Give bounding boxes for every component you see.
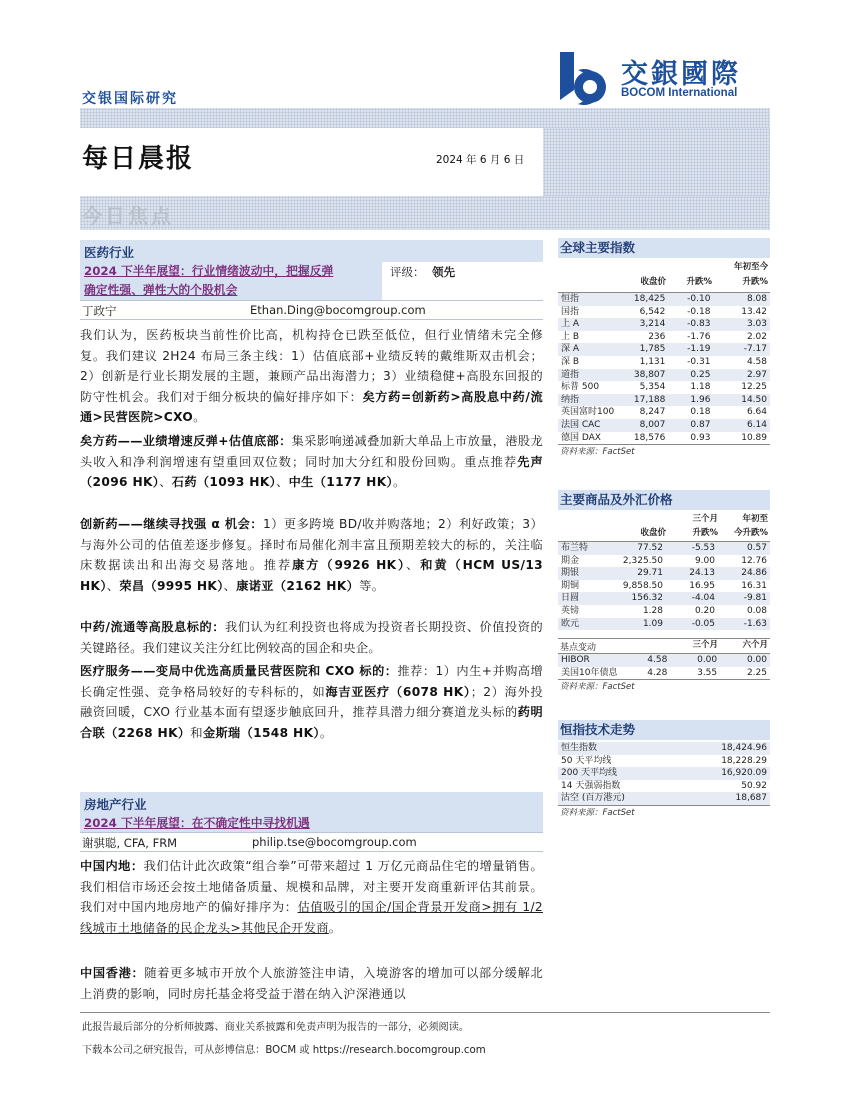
row-label: 14 天强弱指数 [561, 780, 621, 791]
rating-label: 评级： [390, 265, 425, 279]
header-dotted-band [80, 108, 770, 128]
table-row [558, 654, 770, 667]
table-row [558, 331, 770, 344]
row-value: -4.04 [666, 592, 718, 605]
row-value: 0.18 [690, 407, 711, 418]
row-value: 1,131 [639, 356, 666, 367]
table-row [558, 567, 770, 580]
pharma-para-5: 医疗服务——变局中优选高质量民营医院和 CXO 标的：推荐：1）内生+并购高增长确定性强、竞争格局较好的专科标的，如海吉亚医疗（6078 HK）；2）海外投融资回暖，CXO 行业基本面有望逐步触底回升，推荐具潜力细分赛道龙头标的药明合联（2268 HK）和金斯瑞（1548 HK）。 [80, 664, 544, 740]
row-value: 38,807 [617, 369, 668, 382]
table-row [558, 419, 770, 432]
technical-source: 资料来源：FactSet [558, 805, 770, 818]
table-row [558, 780, 770, 793]
footer-download[interactable]: 下载本公司之研究报告，可从彭博信息：BOCM 或 https://research.bocomgroup.com [82, 1045, 486, 1056]
brand-label: 交银国际研究 [82, 91, 178, 107]
table-row [558, 432, 770, 445]
row-label: 纳指 [558, 394, 617, 407]
row-label: 布兰特 [558, 542, 614, 555]
row-label: 深 A [558, 343, 617, 356]
row-value: -7.17 [713, 343, 770, 356]
row-value: 0.08 [746, 605, 767, 616]
row-value: 5,354 [639, 382, 666, 393]
commodities-source: 资料来源：FactSet [558, 679, 770, 692]
pharma-para-1: 我们认为，医药板块当前性价比高，机构持仓已跌至低位，但行业情绪未完全修复。我们建议 2H24 布局三条主线：1）估值底部+业绩反转的戴维斯双击机会；2）创新是行业长期发展的主题，兼顾产品出海潜力；3）业绩稳健+高股东回报的防守性机会。我们对于细分板块的偏好排序如下：矣方药=创新药>高股息中药/流通>民营医院>CXO。 [80, 328, 544, 424]
table-row [558, 555, 770, 568]
commodities-col-close: 收盘价 [640, 528, 666, 538]
row-label: 深 B [561, 356, 580, 367]
pharma-headline-line2[interactable]: 确定性强、弹性大的个股机会 [84, 283, 238, 297]
row-label: 沽空 (百万港元) [558, 792, 668, 805]
table-row [558, 394, 770, 407]
pharma-rating [390, 264, 455, 280]
property-analyst: 谢骐聪, CFA, FRM [82, 836, 178, 850]
pharma-headline-line1[interactable]: 2024 下半年展望：行业情绪波动中，把握反弹 [84, 264, 334, 278]
pharma-para-4: 中药/流通等高股息标的：我们认为红利投资也将成为投资者长期投资、价值投资的关键路径。我们建议关注分红比例较高的国企和央企。 [80, 620, 543, 655]
row-value: 12.25 [741, 382, 767, 393]
table-row [558, 406, 770, 419]
row-label: 德国 DAX [561, 432, 601, 443]
row-value: 1.96 [668, 394, 713, 407]
row-value: 10.89 [741, 432, 767, 443]
pharma-sector-header [80, 240, 543, 262]
table-row [558, 755, 770, 768]
technical-table [558, 742, 770, 818]
row-label: 英国富时100 [561, 407, 615, 418]
row-value: 77.52 [614, 542, 666, 555]
row-value: 18,687 [668, 792, 770, 805]
table-row [558, 356, 770, 369]
row-value: 13.42 [741, 306, 767, 317]
row-value: 6.14 [713, 419, 770, 432]
pharma-analyst-row [80, 300, 543, 320]
table-row [558, 792, 770, 805]
section-title: 今日焦点 [82, 204, 174, 228]
pharma-para-2: 矣方药——业绩增速反弹+估值底部：集采影响递减叠加新大单品上市放量，港股龙头收入和净利润增速有望重回双位数；同时加大分红和股份回购。重点推荐先声（2096 HK）、石药（1093 HK）、中生（1177 HK）。 [80, 434, 543, 489]
rating-value: 领先 [432, 265, 456, 279]
row-label: 日圆 [558, 592, 614, 605]
row-value: 0.00 [720, 654, 770, 667]
commodities-header: 主要商品及外汇价格 [558, 490, 770, 510]
row-label: 50 天平均线 [561, 755, 612, 766]
indices-rows [558, 293, 770, 444]
indices-col-close: 收盘价 [640, 277, 666, 287]
technical-rows [558, 742, 770, 805]
row-value: 8,007 [617, 419, 668, 432]
table-row [558, 618, 770, 631]
rates-rows [558, 654, 770, 679]
pharma-headline[interactable] [84, 262, 384, 300]
row-value: -5.53 [666, 542, 718, 555]
commodities-col-ytd-a: 年初至 [742, 514, 768, 524]
row-value: 236 [648, 331, 666, 342]
bocom-logo [556, 50, 771, 106]
row-value: -0.10 [668, 293, 713, 306]
row-value: 6.64 [746, 407, 767, 418]
row-value: 0.57 [718, 542, 770, 555]
row-value: 18,576 [633, 432, 666, 443]
row-value: 9,858.50 [622, 580, 663, 591]
row-value: -1.19 [668, 343, 713, 356]
report-title: 每日晨报 [82, 144, 195, 174]
commodities-col-ytd-b: 今升跌% [733, 528, 768, 538]
row-value: 14.50 [713, 394, 770, 407]
row-label: 法国 CAC [558, 419, 617, 432]
row-value: -0.83 [668, 318, 713, 331]
indices-col-ytd-b: 升跌% [742, 277, 768, 287]
row-label: 道指 [558, 369, 617, 382]
property-para-2: 中国香港：随着更多城市开放个人旅游签注申请，入境游客的增加可以部分缓解北上消费的影响，同时房托基金将受益于潜在纳入沪深港通以 [80, 966, 543, 1001]
row-value: 0.93 [690, 432, 711, 443]
row-value: 8.08 [713, 293, 770, 306]
property-sector-header [80, 792, 543, 813]
row-value: 16.31 [741, 580, 767, 591]
table-row [558, 318, 770, 331]
row-value: 4.58 [620, 654, 670, 667]
rates-col-6m: 六个月 [742, 640, 768, 651]
table-row [558, 580, 770, 593]
indices-header: 全球主要指数 [558, 238, 770, 258]
table-row [558, 306, 770, 319]
indices-col-ytd-a: 年初至今 [733, 262, 768, 272]
row-value: 156.32 [614, 592, 666, 605]
row-value: 0.00 [670, 654, 720, 667]
rates-label: 基点变动 [560, 643, 597, 654]
row-label: 期金 [561, 555, 580, 566]
pharma-para-3: 创新药——继续寻找强 α 机会：1）更多跨境 BD/收并购落地；2）利好政策；3）与海外公司的估值差逐步修复。择时布局催化剂丰富且预期差较大的标的，关注临床数据读出和出海交易落地。推荐康方（9926 HK）、和黄（HCM US/13 HK）、荣昌（9995 HK）、康诺亚（2162 HK）等。 [80, 517, 543, 593]
row-value: 29.71 [614, 567, 666, 580]
row-label: 200 天平均线 [558, 767, 668, 780]
row-value: 3,214 [617, 318, 668, 331]
property-headline[interactable]: 2024 下半年展望：在不确定性中寻找机遇 [84, 816, 310, 830]
commodities-col-3m-b: 升跌% [692, 528, 718, 538]
commodities-table [558, 513, 770, 692]
row-label: 期银 [558, 567, 614, 580]
row-value: 2.25 [746, 667, 767, 678]
row-value: 4.28 [647, 667, 668, 678]
row-value: 2.02 [746, 331, 767, 342]
commodities-col-3m-a: 三个月 [692, 514, 718, 524]
technical-header: 恒指技术走势 [558, 720, 770, 740]
commodities-rows [558, 542, 770, 630]
row-label: 期铜 [561, 580, 580, 591]
table-row [558, 592, 770, 605]
pharma-analyst: 丁政宁 [82, 304, 117, 318]
row-label: 欧元 [558, 618, 614, 631]
row-value: 2.97 [713, 369, 770, 382]
table-row [558, 767, 770, 780]
row-label: 英镑 [561, 605, 580, 616]
row-value: 6,542 [639, 306, 666, 317]
row-value: 1.28 [642, 605, 663, 616]
row-label: 国指 [561, 306, 580, 317]
row-label: 恒生指数 [558, 742, 668, 755]
row-label: 上 A [558, 318, 617, 331]
row-value: -0.31 [687, 356, 711, 367]
indices-col-change: 升跌% [686, 277, 712, 287]
property-analyst-row [80, 832, 543, 852]
row-value: 4.58 [746, 356, 767, 367]
table-row [558, 369, 770, 382]
row-value: 18,424.96 [668, 742, 770, 755]
table-row [558, 667, 770, 680]
table-row [558, 381, 770, 394]
table-row [558, 343, 770, 356]
row-value: -9.81 [718, 592, 770, 605]
table-row [558, 542, 770, 555]
table-row [558, 742, 770, 755]
row-label: 标普 500 [561, 382, 600, 393]
row-value: 1.09 [614, 618, 666, 631]
row-value: 17,188 [617, 394, 668, 407]
footer-rule [80, 1012, 770, 1013]
row-value: 2,325.50 [622, 555, 663, 566]
row-value: -0.05 [666, 618, 718, 631]
property-sector-label: 房地产行业 [84, 797, 147, 812]
rates-col-3m: 三个月 [692, 640, 718, 651]
row-value: 50.92 [741, 780, 767, 791]
logo-name-cn: 交銀國際 [621, 59, 741, 90]
logo-name-en: BOCOM International [621, 87, 738, 99]
row-value: 0.87 [668, 419, 713, 432]
row-value: 3.55 [697, 667, 718, 678]
row-value: 24.13 [666, 567, 718, 580]
row-value: 8,247 [639, 407, 666, 418]
row-value: -0.18 [687, 306, 711, 317]
row-label: 美国10年债息 [561, 667, 618, 678]
row-value: 3.03 [713, 318, 770, 331]
pharma-analyst-email[interactable]: Ethan.Ding@bocomgroup.com [250, 303, 426, 317]
row-value: -1.63 [718, 618, 770, 631]
report-date: 2024 年 6 月 6 日 [436, 154, 525, 166]
row-value: 1,785 [617, 343, 668, 356]
row-label: 恒指 [558, 293, 617, 306]
row-value: 18,228.29 [721, 755, 767, 766]
row-label: 上 B [561, 331, 580, 342]
table-row [558, 293, 770, 306]
indices-table [558, 262, 770, 457]
row-value: 9.00 [694, 555, 715, 566]
row-value: 0.20 [694, 605, 715, 616]
pharma-sector-label: 医药行业 [84, 245, 135, 260]
row-value: 1.18 [690, 382, 711, 393]
row-value: 0.25 [668, 369, 713, 382]
row-value: 12.76 [741, 555, 767, 566]
table-row [558, 605, 770, 618]
row-value: 16.95 [689, 580, 715, 591]
right-dotted-panel [543, 128, 770, 196]
row-value: 18,425 [617, 293, 668, 306]
row-value: 16,920.09 [668, 767, 770, 780]
row-value: -1.76 [687, 331, 711, 342]
bocom-logo-mark [556, 50, 614, 106]
footer-disclaimer: 此报告最后部分的分析师披露、商业关系披露和免责声明为报告的一部分，必须阅读。 [82, 1022, 470, 1033]
focus-band [80, 196, 770, 230]
property-para-1: 中国内地：我们估计此次政策“组合拳”可带来超过 1 万亿元商品住宅的增量销售。我们相信市场还会按土地储备质量、规模和品牌，对主要开发商重新评估其前景。我们对中国内地房地产的偏好排序为：估值吸引的国企/国企背景开发商>拥有 1/2 线城市土地储备的民企龙头>其他民企开发商。 [80, 859, 544, 935]
property-analyst-email[interactable]: philip.tse@bocomgroup.com [252, 835, 417, 849]
row-label: HIBOR [558, 654, 620, 667]
indices-source: 资料来源：FactSet [558, 444, 770, 457]
row-value: 24.86 [718, 567, 770, 580]
